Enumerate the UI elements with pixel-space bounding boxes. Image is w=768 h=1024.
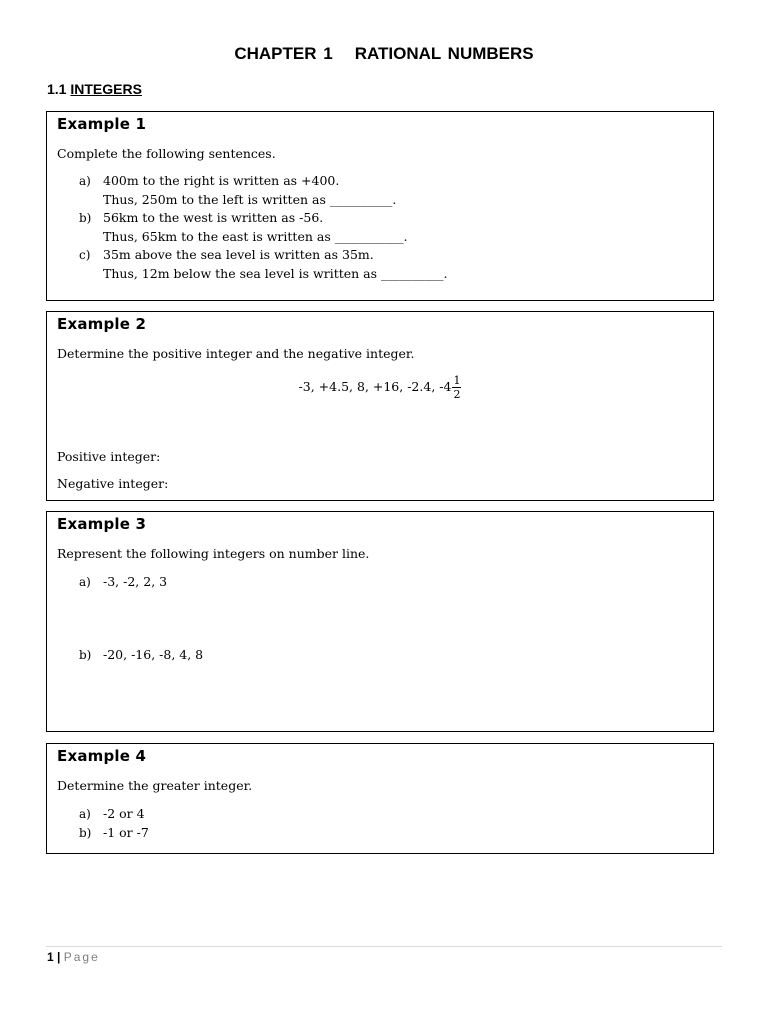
fraction-numerator: 1: [453, 374, 461, 387]
example-3-heading: Example 3: [57, 515, 147, 533]
positive-integer-label: Positive integer:: [57, 449, 161, 464]
fraction-denominator: 2: [453, 388, 461, 401]
example-3-item-a: [79, 576, 167, 589]
page-number: 1: [47, 950, 54, 964]
item-label: a): [79, 174, 91, 188]
example-1-heading: Example 1: [57, 115, 147, 133]
number-list: [47, 375, 713, 400]
negative-integer-label: Negative integer:: [57, 476, 169, 491]
example-4-instruction: Determine the greater integer.: [57, 778, 253, 793]
item-text: -1 or -7: [103, 825, 149, 840]
example-1-item-a-line-2: Thus, 250m to the left is written as __________.: [103, 192, 397, 207]
page-word: Page: [63, 950, 100, 964]
item-text: -3, -2, 2, 3: [103, 574, 168, 589]
item-text: 56km to the west is written as -56.: [103, 210, 324, 225]
item-label: a): [79, 575, 91, 589]
item-label: a): [79, 807, 91, 821]
section-heading: [47, 81, 142, 97]
example-4-heading: Example 4: [57, 747, 147, 765]
example-3-item-b: [79, 649, 203, 662]
example-4-box: [46, 743, 714, 854]
mixed-fraction: [452, 375, 461, 400]
chapter-title: [0, 44, 768, 64]
item-text: -2 or 4: [103, 806, 145, 821]
section-number: 1.1: [47, 81, 67, 97]
page-footer: [47, 950, 100, 964]
chapter-name: RATIONAL NUMBERS: [354, 44, 534, 63]
example-1-item-a: [79, 175, 339, 188]
chapter-number: CHAPTER 1: [234, 44, 333, 63]
section-title: INTEGERS: [70, 81, 142, 97]
item-text: 400m to the right is written as +400.: [103, 173, 340, 188]
item-label: c): [79, 248, 91, 262]
item-text: 35m above the sea level is written as 35m.: [103, 247, 374, 262]
example-2-box: [46, 311, 714, 501]
example-1-box: [46, 111, 714, 301]
footer-divider: [46, 946, 722, 947]
number-list-text: -3, +4.5, 8, +16, -2.4, -4: [298, 379, 452, 394]
example-1-item-b-line-2: Thus, 65km to the east is written as ___________.: [103, 229, 408, 244]
example-2-instruction: Determine the positive integer and the negative integer.: [57, 346, 415, 361]
example-2-heading: Example 2: [57, 315, 147, 333]
example-1-item-b: [79, 212, 323, 225]
item-text: -20, -16, -8, 4, 8: [103, 647, 204, 662]
example-1-instruction: Complete the following sentences.: [57, 146, 276, 161]
footer-separator: |: [57, 950, 61, 964]
item-label: b): [79, 211, 92, 225]
example-3-instruction: Represent the following integers on number line.: [57, 546, 370, 561]
example-4-item-b: [79, 827, 149, 840]
example-3-box: [46, 511, 714, 732]
item-label: b): [79, 648, 92, 662]
item-label: b): [79, 826, 92, 840]
example-4-item-a: [79, 808, 145, 821]
example-1-item-c-line-2: Thus, 12m below the sea level is written as __________.: [103, 266, 448, 281]
example-1-item-c: [79, 249, 374, 262]
